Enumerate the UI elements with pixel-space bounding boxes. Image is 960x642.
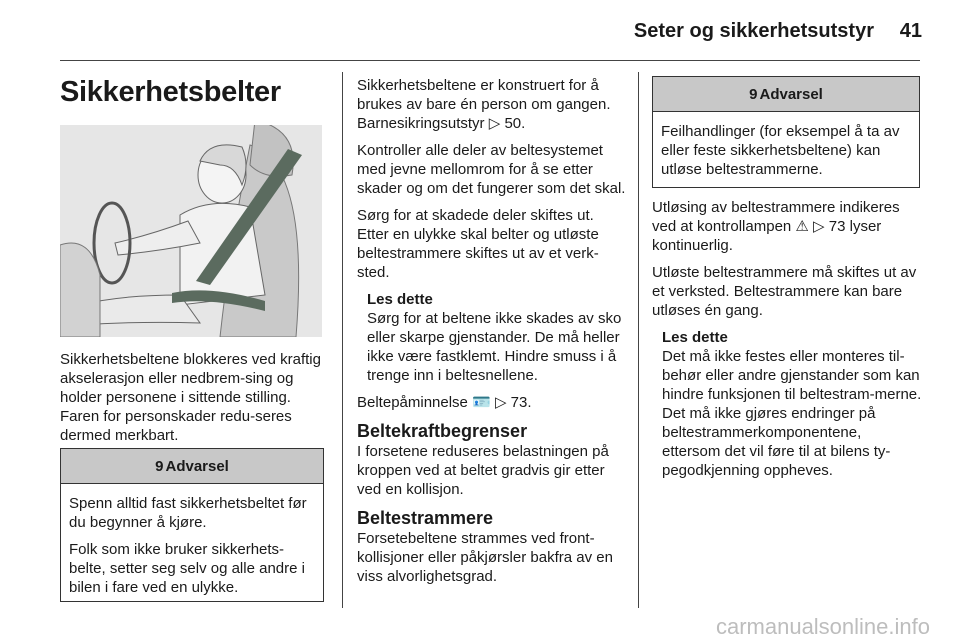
column-2	[357, 76, 627, 594]
header-divider	[60, 60, 920, 61]
note-text: Sørg for at beltene ikke skades av sko eller skarpe gjenstander. De må heller ikke være fastklemt. Hindre smuss i å trenge inn i beltesnellene.	[367, 310, 622, 384]
seatbelt-reminder-icon: 🪪	[472, 394, 491, 411]
airbag-warning-lamp-icon: ⚠	[795, 218, 809, 235]
paragraph-indicator: Utløsing av beltestrammere indikeres ved at kontrollampen ⚠ ▷ 73 lyser kontinuerlig.	[652, 199, 900, 254]
watermark: carmanualsonline.info	[715, 614, 930, 639]
paragraph-pretensioners: Forsetebeltene strammes ved front-kollisjoner eller påkjørsler bakfra av en viss alvorlighetsgrad.	[357, 530, 613, 585]
note-label: Les dette	[367, 291, 433, 308]
note-block-1	[357, 290, 627, 385]
column-3	[652, 198, 922, 488]
warning-triangle-icon: 9	[155, 457, 164, 475]
warning-text: Feilhandlinger (for eksempel å ta av eller feste sikkerhetsbeltene) kan utløse beltestrammerne.	[661, 123, 900, 178]
warning-triangle-icon: 9	[749, 85, 758, 103]
seatbelt-driver-illustration	[60, 125, 322, 337]
column-divider-1	[342, 72, 343, 608]
column-divider-2	[638, 72, 639, 608]
warning-header	[61, 449, 323, 484]
paragraph-belt-design: Sikkerhetsbeltene er konstruert for å brukes av bare én person om gangen. Barnesikringsutstyr ▷ 50.	[357, 77, 611, 132]
note-text: Det må ikke festes eller monteres til-behør eller andre gjenstander som kan hindre funksjonen til beltestram-merne. Det må ikke gjøres endringer på beltestrammerkomponentene, ettersom det vil føre til at bilens ty-pegodkjenning oppheves.	[662, 348, 922, 479]
page-reference-icon: ▷	[494, 394, 507, 411]
warning-box-1	[60, 448, 324, 602]
warning-title: Advarsel	[759, 85, 823, 103]
warning-text-2: Folk som ikke bruker sikkerhets-belte, setter seg selv og alle andre i bilen i fare ved en ulykke.	[69, 541, 305, 596]
note-label: Les dette	[662, 329, 728, 346]
page-reference-icon: ▷	[813, 218, 825, 235]
note-block-2	[652, 328, 922, 480]
warning-title: Advarsel	[165, 457, 229, 475]
paragraph-inspection: Kontroller alle deler av beltesystemet med jevne mellomrom for å se etter skader og om det fungerer som det skal.	[357, 142, 626, 197]
paragraph-force-limiter: I forsetene reduseres belastningen på kroppen ved at beltet gradvis gir etter ved en kollisjon.	[357, 443, 609, 498]
heading-force-limiter: Beltekraftbegrenser	[357, 421, 528, 441]
paragraph-replace-tensioners: Utløste beltestrammere må skiftes ut av et verksted. Beltestrammere kan bare utløses én gang.	[652, 264, 917, 319]
warning-box-2	[652, 76, 920, 188]
section-title: Sikkerhetsbelter	[60, 76, 281, 108]
paragraph-replacement: Sørg for at skadede deler skiftes ut. Etter en ulykke skal belter og utløste beltestrammere skiftes ut av et verk-sted.	[357, 207, 599, 281]
page-number: 41	[899, 20, 922, 42]
warning-text-1: Spenn alltid fast sikkerhetsbeltet før du begynner å kjøre.	[69, 495, 307, 531]
heading-pretensioners: Beltestrammere	[357, 508, 494, 528]
page-reference-icon: ▷	[488, 115, 501, 132]
intro-paragraph	[60, 350, 326, 453]
warning-header	[653, 77, 919, 112]
running-header-title: Seter og sikkerhetsutstyr	[633, 20, 874, 42]
warning-body	[653, 112, 919, 193]
warning-body	[61, 484, 323, 611]
paragraph-reminder: Beltepåminnelse 🪪 ▷ 73.	[357, 394, 532, 411]
intro-text: Sikkerhetsbeltene blokkeres ved kraftig akselerasjon eller nedbrem-sing og holder personene i sittende stilling. Faren for personskader redu-seres dermed merkbart.	[60, 351, 321, 444]
